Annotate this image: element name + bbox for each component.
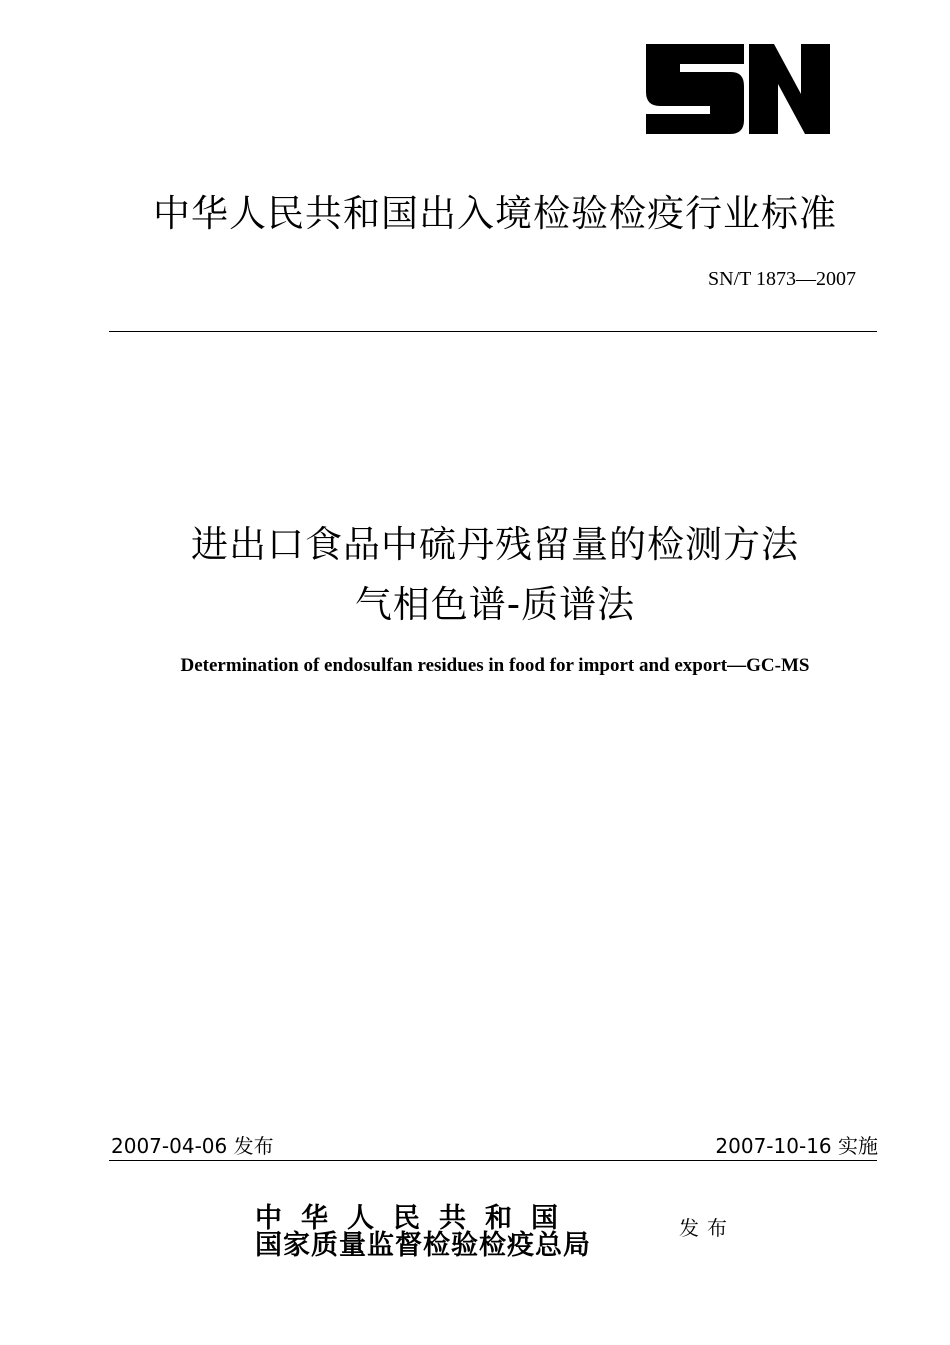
publisher-line1: 中华人民共和国 [255, 1203, 577, 1234]
document-title-en: Determination of endosulfan residues in food for import and export—GC-MS [180, 655, 810, 676]
top-divider [109, 331, 877, 332]
sn-logo-graphic [646, 44, 830, 134]
document-title-cn-line2: 气相色谱-质谱法 [354, 583, 636, 626]
bottom-divider [109, 1160, 877, 1161]
document-title-cn-line1: 进出口食品中硫丹残留量的检测方法 [191, 523, 799, 566]
implementation-date: 2007-10-16 实施 [715, 1134, 878, 1158]
sn-logo [646, 44, 830, 134]
standard-number: SN/T 1873—2007 [708, 268, 856, 290]
publisher-line2: 国家质量监督检验检疫总局 [255, 1230, 591, 1261]
organization-title: 中华人民共和国出入境检验检疫行业标准 [153, 192, 837, 235]
publish-action: 发布 [679, 1216, 735, 1240]
issue-date: 2007-04-06 发布 [111, 1134, 274, 1158]
